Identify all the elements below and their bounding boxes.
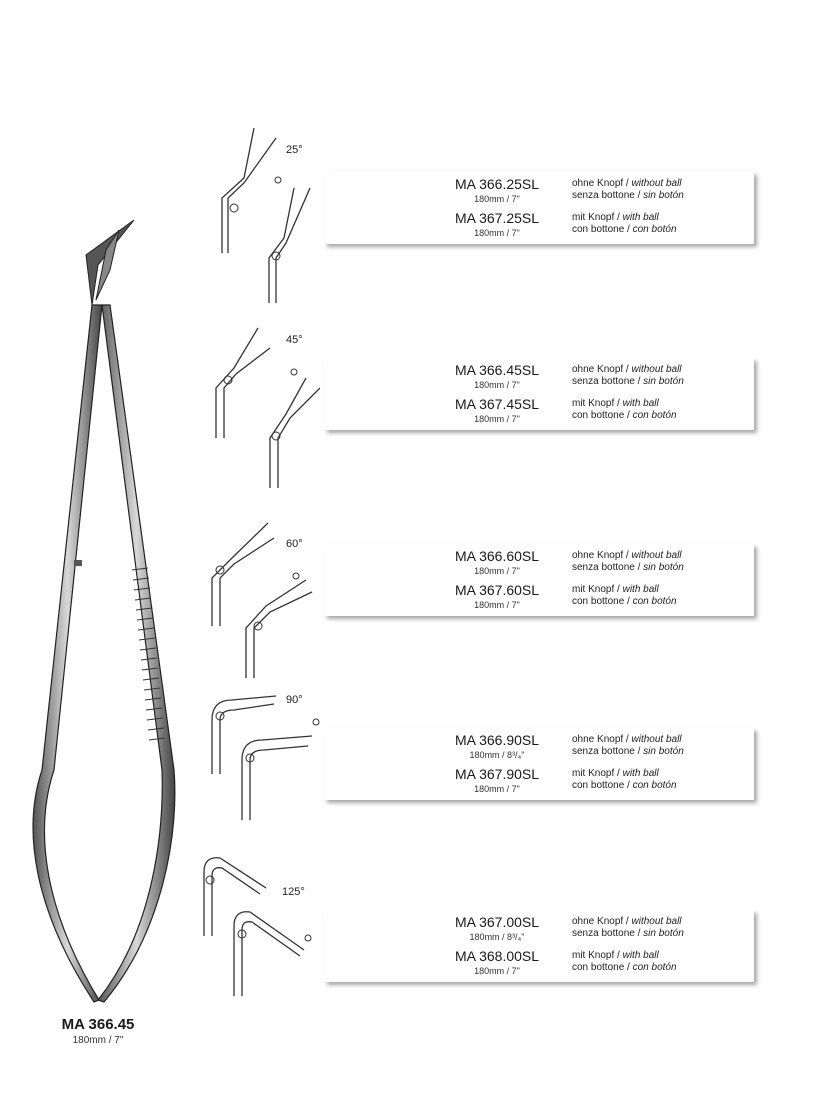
- angle-label: 25°: [286, 144, 303, 156]
- product-code: MA 366.90SL: [454, 732, 540, 748]
- variant-description: ohne Knopf / without ball senza bottone / sin botón mit Knopf / with ball con bottone / con botón: [572, 916, 684, 973]
- product-code: MA 366.60SL: [454, 548, 540, 564]
- variant-group-25: [200, 128, 770, 308]
- angle-label: 60°: [286, 538, 303, 550]
- product-code: MA 366.45SL: [454, 362, 540, 378]
- product-code: MA 367.25SL: [454, 210, 540, 226]
- product-code: MA 367.90SL: [454, 766, 540, 782]
- product-size: 180mm / 8³/₄": [469, 750, 525, 760]
- product-size: 180mm / 7": [474, 966, 520, 976]
- product-code: MA 368.00SL: [454, 948, 540, 964]
- tip-illustration: [214, 128, 324, 308]
- product-code: MA 367.45SL: [454, 396, 540, 412]
- main-product-code: MA 366.45: [61, 1016, 135, 1033]
- variant-description: ohne Knopf / without ball senza bottone / sin botón mit Knopf / with ball con bottone / con botón: [572, 178, 684, 235]
- product-size: 180mm / 7": [474, 194, 520, 204]
- product-size: 180mm / 7": [474, 228, 520, 238]
- main-scissors-image: [14, 210, 194, 1010]
- product-code: MA 367.00SL: [454, 914, 540, 930]
- variant-group-60: [200, 518, 770, 688]
- variant-card: [324, 910, 754, 982]
- variant-group-45: [200, 318, 770, 498]
- product-code: MA 366.25SL: [454, 176, 540, 192]
- variant-group-125: [200, 852, 770, 1002]
- variant-card: [324, 728, 754, 800]
- tip-illustration: [204, 690, 324, 830]
- variant-description: ohne Knopf / without ball senza bottone / sin botón mit Knopf / with ball con bottone / con botón: [572, 364, 684, 421]
- variant-card: [324, 544, 754, 616]
- product-size: 180mm / 7": [474, 380, 520, 390]
- variant-card: [324, 358, 754, 430]
- tip-illustration: [200, 852, 320, 1002]
- angle-label: 90°: [286, 694, 303, 706]
- product-size: 180mm / 7": [474, 784, 520, 794]
- angle-label: 125°: [282, 886, 305, 898]
- main-product-label: [0, 1016, 196, 1048]
- variant-card: [324, 172, 754, 244]
- product-size: 180mm / 8³/₄": [469, 932, 525, 942]
- main-product-size: 180mm / 7": [72, 1035, 124, 1046]
- product-code: MA 367.60SL: [454, 582, 540, 598]
- tip-illustration: [210, 318, 320, 498]
- angle-label: 45°: [286, 334, 303, 346]
- product-size: 180mm / 7": [474, 600, 520, 610]
- variant-group-90: [200, 690, 770, 830]
- product-size: 180mm / 7": [474, 566, 520, 576]
- tip-illustration: [206, 518, 316, 688]
- product-size: 180mm / 7": [474, 414, 520, 424]
- variant-description: ohne Knopf / without ball senza bottone / sin botón mit Knopf / with ball con bottone / con botón: [572, 550, 684, 607]
- variant-description: ohne Knopf / without ball senza bottone / sin botón mit Knopf / with ball con bottone / con botón: [572, 734, 684, 791]
